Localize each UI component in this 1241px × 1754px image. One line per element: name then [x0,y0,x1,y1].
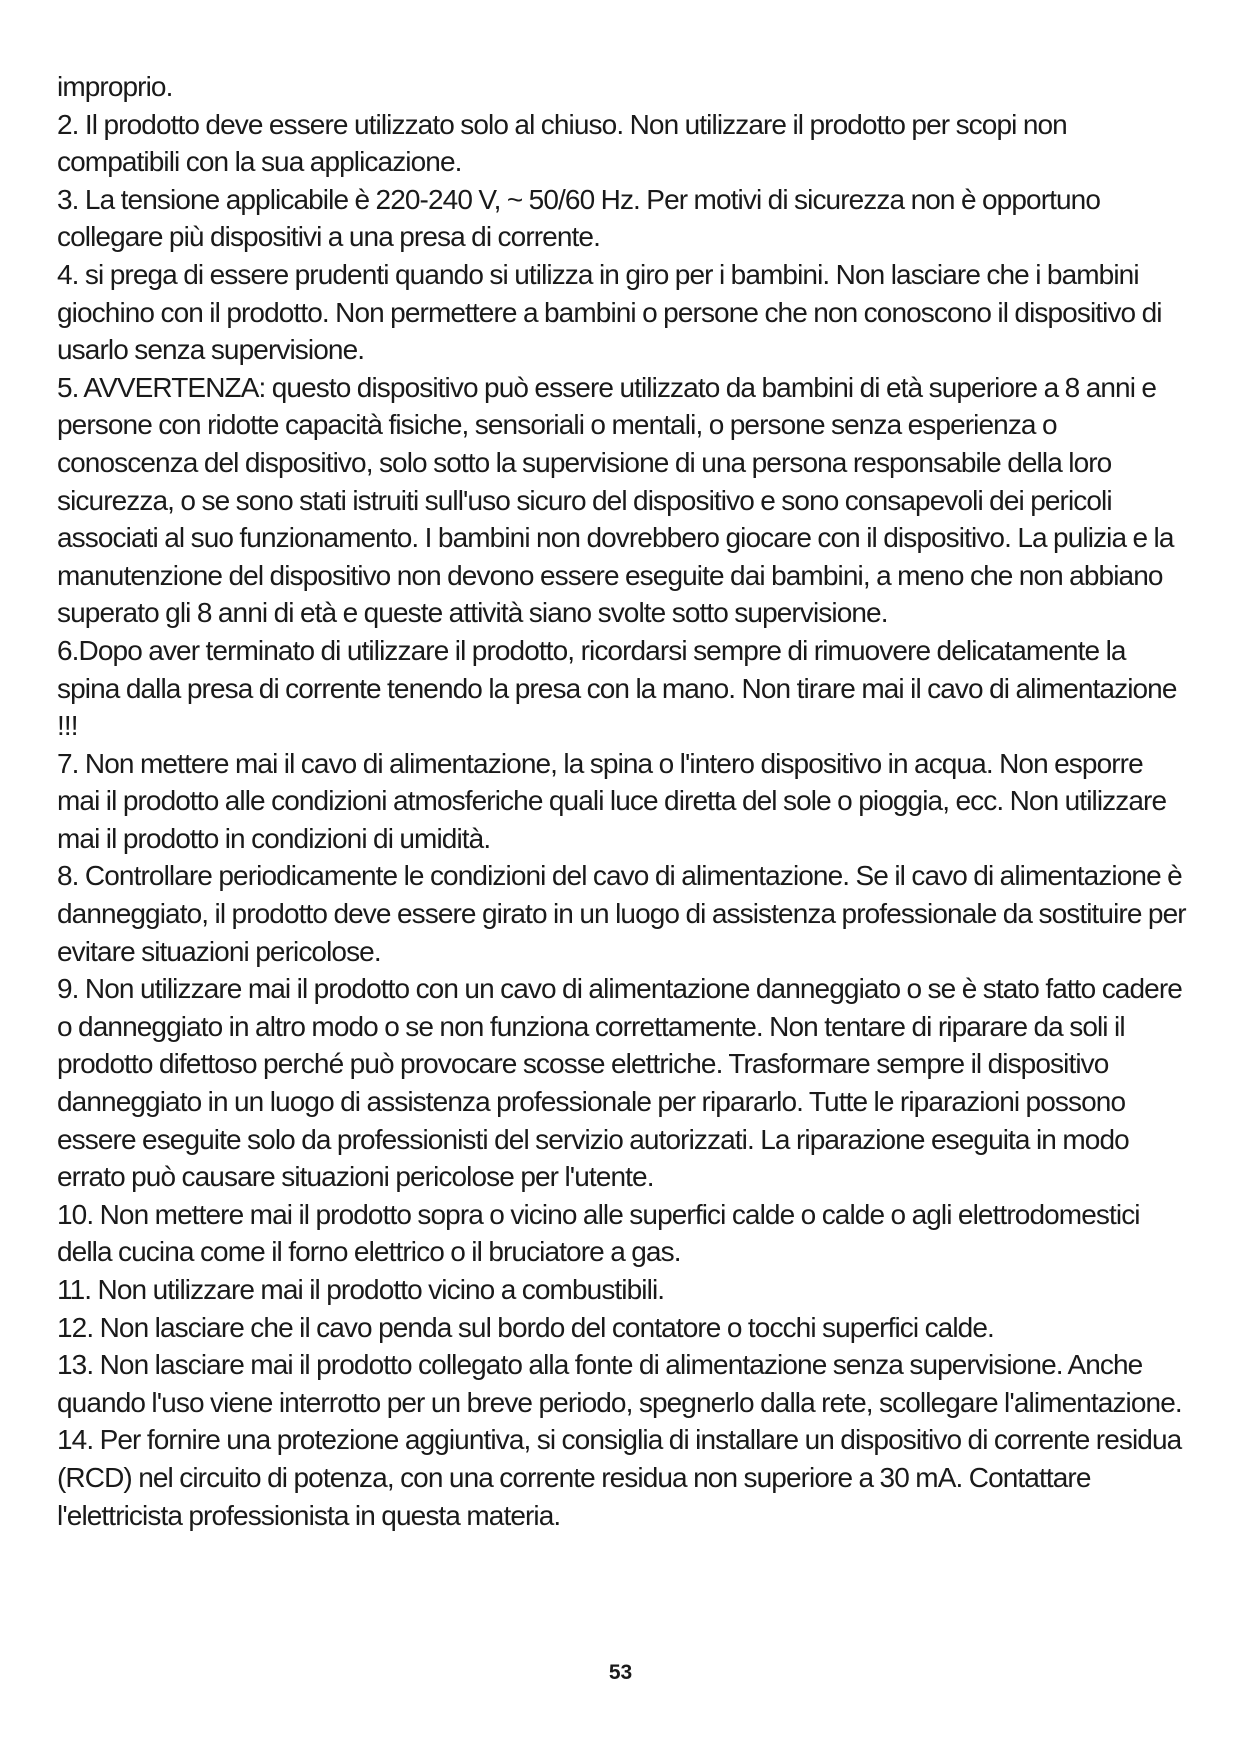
paragraph-item-13: 13. Non lasciare mai il prodotto collegato alla fonte di alimentazione senza supervisione. Anche quando l'uso viene interrotto per un breve periodo, spegnerlo dalla rete, scollegare l'alimentazione. [57,1349,1182,1418]
body-text [57,68,1187,1534]
paragraph-continuation: improprio. [57,71,173,102]
paragraph-item-8: 8. Controllare periodicamente le condizioni del cavo di alimentazione. Se il cavo di alimentazione è danneggiato, il prodotto deve essere girato in un luogo di assistenza professionale da sostituire per evitare situazioni pericolose. [57,860,1186,967]
paragraph-item-2: 2. Il prodotto deve essere utilizzato solo al chiuso. Non utilizzare il prodotto per scopi non compatibili con la sua applicazione. [57,108,1067,178]
paragraph-item-4: 4. si prega di essere prudenti quando si utilizza in giro per i bambini. Non lasciare che i bambini giochino con il prodotto. Non permettere a bambini o persone che non conoscono il dispositivo di usarlo senza supervisione. [57,258,1162,366]
paragraph-item-10: 10. Non mettere mai il prodotto sopra o vicino alle superfici calde o calde o agli elettrodomestici della cucina come il forno elettrico o il bruciatore a gas. [57,1198,1140,1268]
paragraph-item-7: 7. Non mettere mai il cavo di alimentazione, la spina o l'intero dispositivo in acqua. Non esporre mai il prodotto alle condizioni atmosferiche quali luce diretta del sole o pioggia, ecc. Non utilizzare mai il prodotto in condizioni di umidità. [57,747,1167,854]
paragraph-item-9: 9. Non utilizzare mai il prodotto con un cavo di alimentazione danneggiato o se è stato fatto cadere o danneggiato in altro modo o se non funziona correttamente. Non tentare di riparare da soli il prodotto difettoso perché può provocare scosse elettriche. Trasformare sempre il dispositivo danneggiato in un luogo di assistenza professionale per ripararlo. Tutte le riparazioni possono essere eseguite solo da professionisti del servizio autorizzati. La riparazione eseguita in modo errato può causare situazioni pericolose per l'utente. [57,973,1182,1193]
paragraph-item-3: 3. La tensione applicabile è 220-240 V, ~ 50/60 Hz. Per motivi di sicurezza non è opportuno collegare più dispositivi a una presa di corrente. [57,183,1101,253]
paragraph-item-5: 5. AVVERTENZA: questo dispositivo può essere utilizzato da bambini di età superiore a 8 anni e persone con ridotte capacità fisiche, sensoriali o mentali, o persone senza esperienza o conoscenza del dispositivo, solo sotto la supervisione di una persona responsabile della loro sicurezza, o se sono stati istruiti sull'uso sicuro del dispositivo e sono consapevoli dei pericoli associati al suo funzionamento. I bambini non dovrebbero giocare con il dispositivo. La pulizia e la manutenzione del dispositivo non devono essere eseguite dai bambini, a meno che non abbiano superato gli 8 anni di età e queste attività siano svolte sotto supervisione. [57,371,1174,629]
page-number: 53 [608,1661,633,1684]
paragraph-item-11: 11. Non utilizzare mai il prodotto vicino a combustibili. [57,1274,665,1305]
paragraph-item-14: 14. Per fornire una protezione aggiuntiva, si consiglia di installare un dispositivo di corrente residua (RCD) nel circuito di potenza, con una corrente residua non superiore a 30 mA. Contattare l'elettricista professionista in questa materia. [57,1424,1182,1531]
paragraph-item-6: 6.Dopo aver terminato di utilizzare il prodotto, ricordarsi sempre di rimuovere delicatamente la spina dalla presa di corrente tenendo la presa con la mano. Non tirare mai il cavo di alimentazione !!! [57,634,1177,742]
paragraph-item-12: 12. Non lasciare che il cavo penda sul bordo del contatore o tocchi superfici calde. [57,1311,994,1343]
